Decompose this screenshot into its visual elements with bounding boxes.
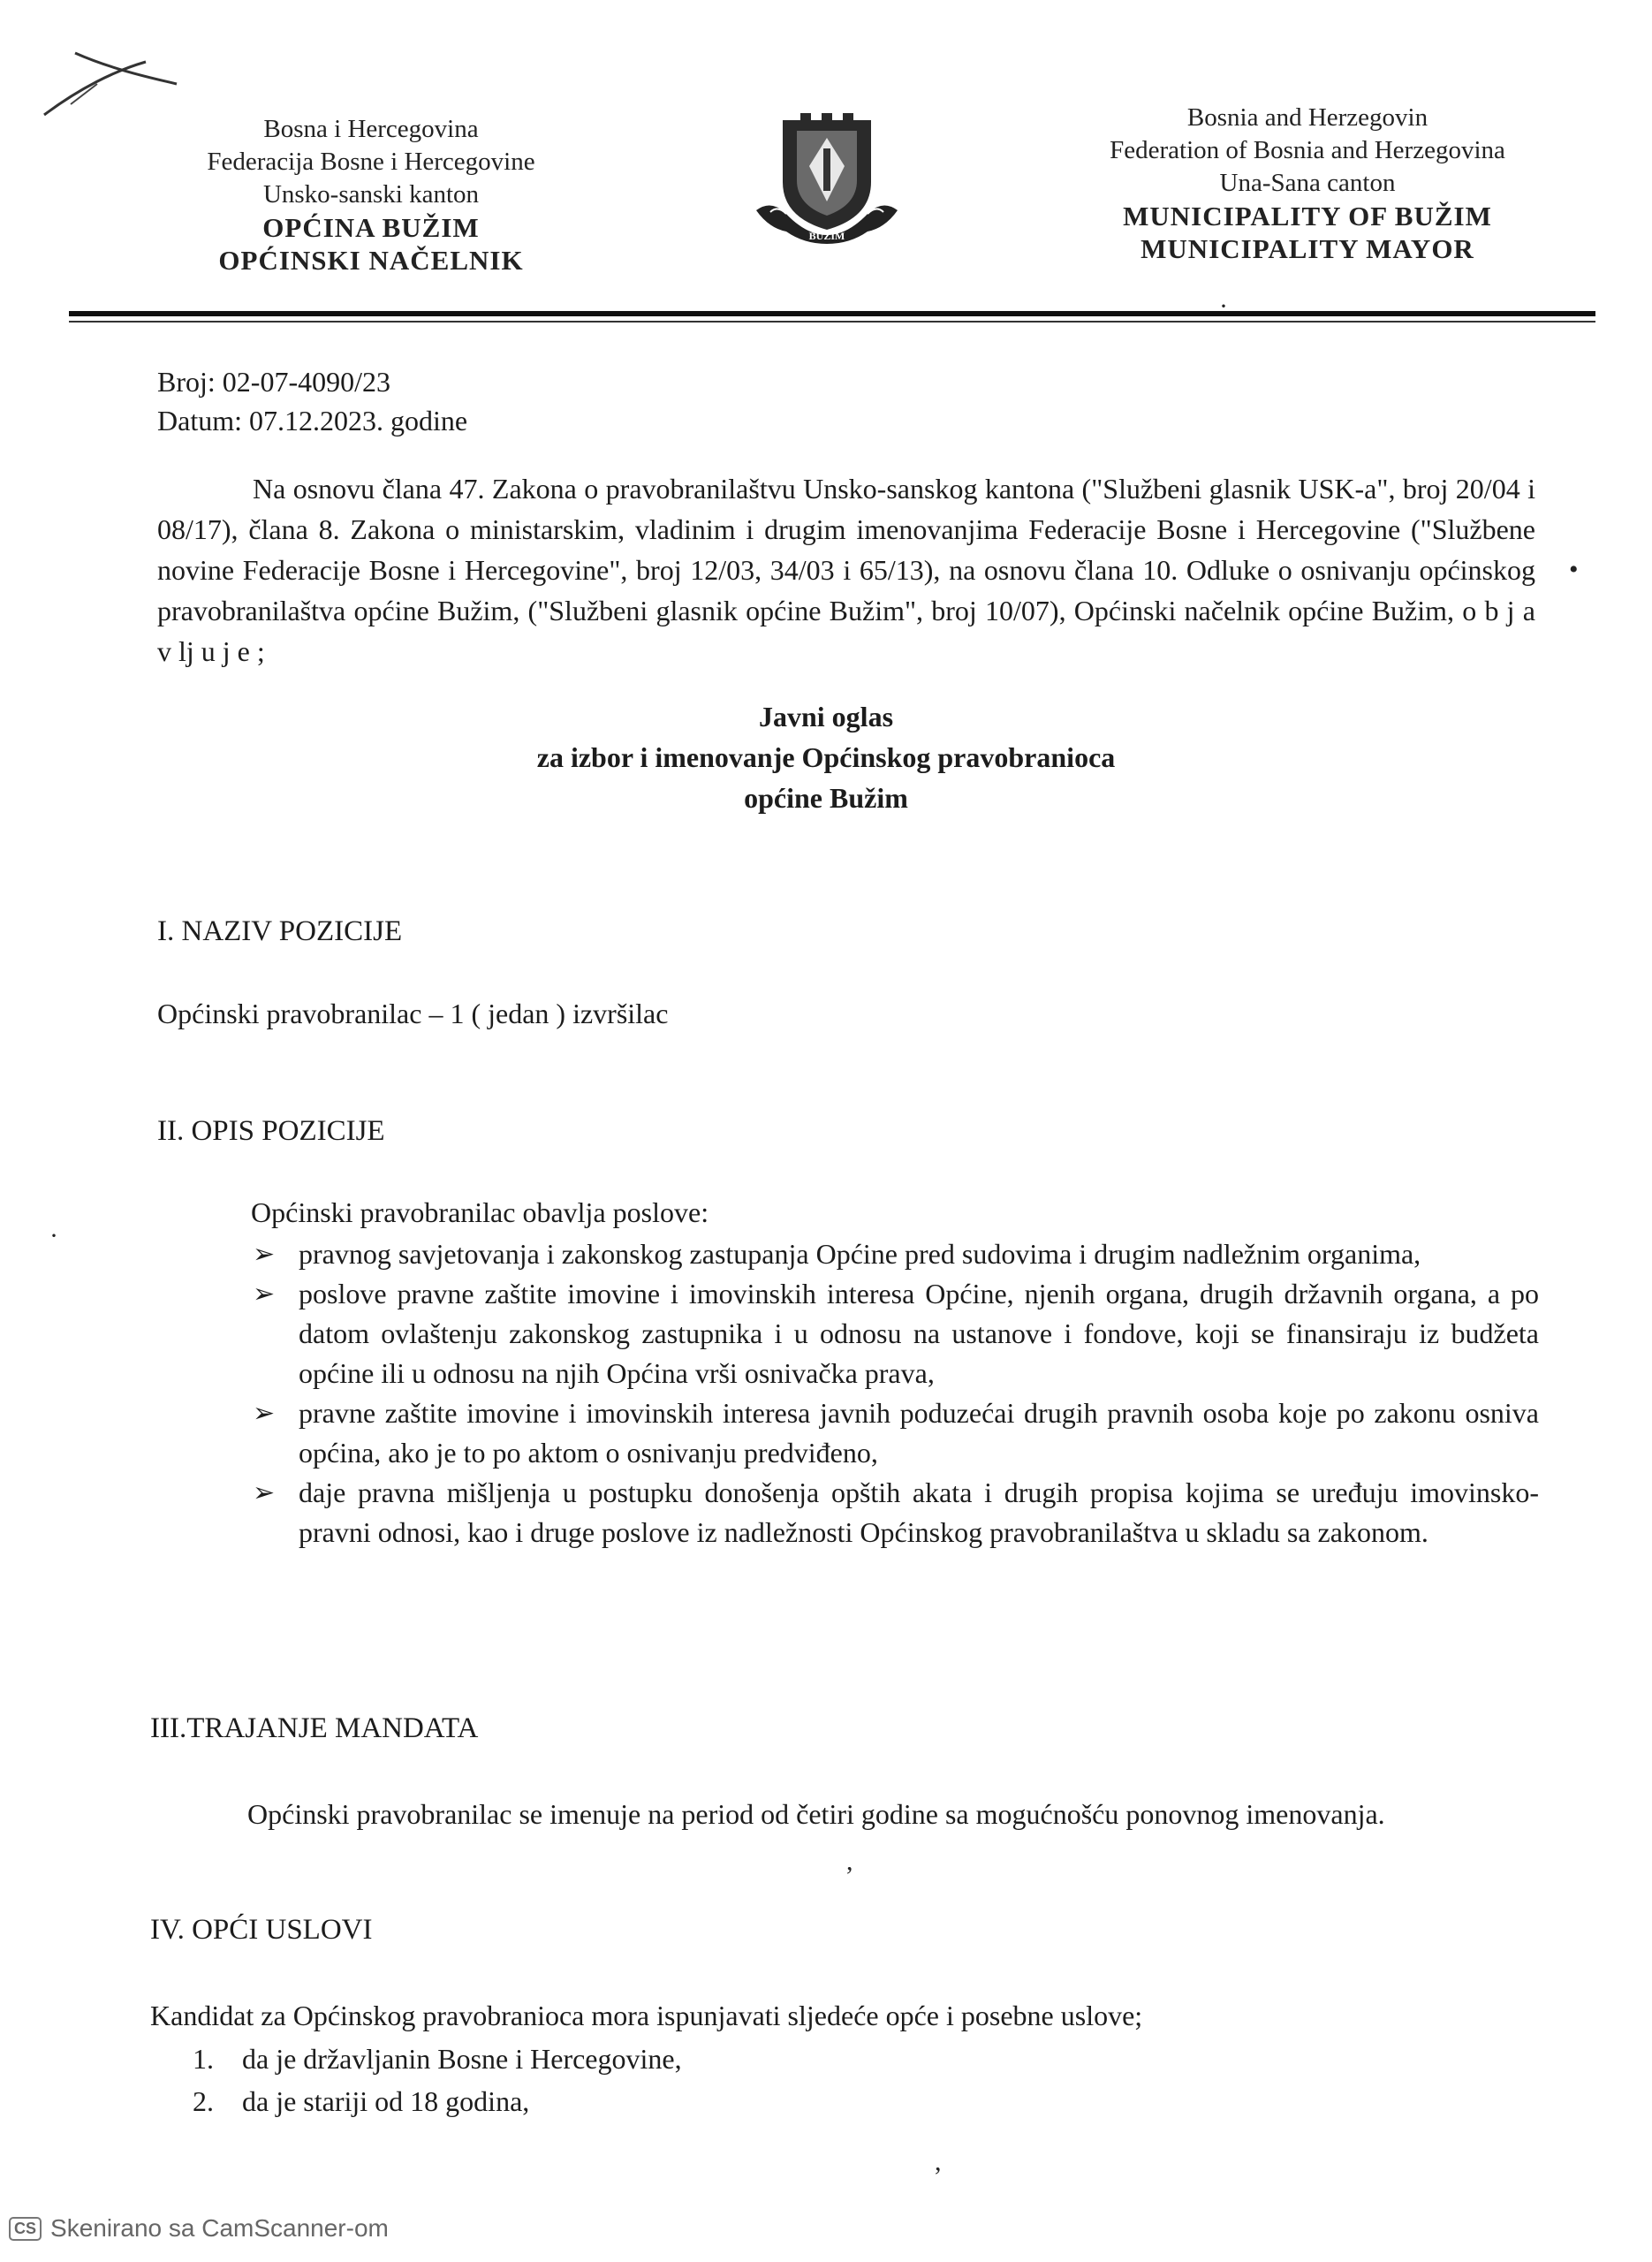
camscanner-logo-icon: CS [9, 2217, 42, 2241]
header-left [172, 113, 570, 277]
section-1-heading: I. NAZIV POZICIJE [157, 915, 403, 947]
coat-of-arms [753, 113, 901, 246]
section-4-conditions [193, 2038, 682, 2122]
handwritten-corner-mark [35, 35, 186, 124]
scan-speck: · [1219, 292, 1228, 321]
arrow-bullet-icon: ➢ [253, 1240, 276, 1269]
title-line-3: općine Bužim [744, 782, 908, 814]
document-date: Datum: 07.12.2023. godine [157, 405, 468, 436]
scan-speck: , [846, 1847, 853, 1876]
header-right-federation: Federation of Bosnia and Herzegovina [1110, 136, 1505, 164]
arrow-bullet-icon: ➢ [253, 1478, 276, 1507]
section-2-heading: II. OPIS POZICIJE [157, 1115, 385, 1147]
scan-speck: · [49, 1221, 58, 1250]
item-number: 2. [193, 2085, 214, 2117]
title-line-2: za izbor i imenovanje Općinskog pravobranioca [536, 741, 1116, 773]
header-divider-thin [69, 321, 1595, 323]
header-left-canton: Unsko-sanski kanton [262, 180, 480, 209]
arrow-bullet-icon: ➢ [253, 1399, 276, 1428]
camscanner-watermark [9, 2214, 389, 2243]
section-2-duties [249, 1192, 1539, 1552]
document-meta [157, 362, 467, 440]
section-3-heading: III.TRAJANJE MANDATA [150, 1712, 479, 1744]
list-item [249, 1473, 1539, 1552]
document-title [0, 696, 1652, 818]
bullet-text: pravnog savjetovanja i zakonskog zastupanja Općine pred sudovima i drugim nadležnim organima, [299, 1238, 1421, 1270]
section-2-intro: Općinski pravobranilac obavlja poslove: [251, 1196, 709, 1228]
list-item [249, 1393, 1539, 1473]
intro-paragraph: Na osnovu člana 47. Zakona o pravobranilaštvu Unsko-sanskog kantona ("Službeni glasnik USK-a", broj 20/04 i 08/17), člana 8. Zakona o ministarskim, vladinim i drugim imenovanjima Federacije Bosne i Hercegovine ("Službene novine Federacije Bosne i Hercegovine", broj 12/03, 34/03 i 65/13), na osnovu člana 10. Odluke o osnivanju općinskog pravobranilaštva općine Bužim, ("Službeni glasnik općine Bužim", broj 10/07), Općinski načelnik općine Bužim, o b j a v lj u j e ; [157, 473, 1535, 667]
camscanner-text: Skenirano sa CamScanner-om [50, 2214, 389, 2242]
header-right-canton: Una-Sana canton [1219, 169, 1396, 197]
coat-of-arms-icon [753, 113, 901, 246]
header-left-country: Bosna i Hercegovina [263, 115, 479, 143]
item-number: 1. [193, 2043, 214, 2075]
list-item [249, 1234, 1539, 1274]
list-item [193, 2038, 682, 2080]
list-item [249, 1274, 1539, 1393]
document-number: Broj: 02-07-4090/23 [157, 366, 390, 398]
header-left-office: OPĆINSKI NAČELNIK [218, 245, 524, 276]
scan-speck: • [1569, 555, 1579, 584]
header-left-federation: Federacija Bosne i Hercegovine [207, 148, 535, 176]
seal-lettering: BUŽIM [808, 230, 845, 242]
header-divider [69, 311, 1595, 316]
section-1-text: Općinski pravobranilac – 1 ( jedan ) izvršilac [157, 998, 669, 1029]
bullet-text: poslove pravne zaštite imovine i imovinskih interesa Općine, njenih organa, drugih državnih organa, a po datom ovlaštenju zakonskog zastupnika i u odnosu na ustanove i fondove, koji se finansiraju iz budžeta općine ili u odnosu na njih Općina vrši osnivačka prava, [299, 1278, 1539, 1389]
header-right-office: MUNICIPALITY MAYOR [1140, 233, 1474, 264]
bullet-text: daje pravna mišljenja u postupku donošenja opštih akata i drugih propisa kojima se uređuju imovinsko-pravni odnosi, kao i druge poslove iz nadležnosti Općinskog pravobranilaštva u skladu sa zakonom. [299, 1476, 1539, 1548]
section-4-intro: Kandidat za Općinskog pravobranioca mora ispunjavati sljedeće opće i posebne uslove; [150, 2000, 1143, 2031]
item-text: da je državljanin Bosne i Hercegovine, [242, 2043, 682, 2075]
item-text: da je stariji od 18 godina, [242, 2085, 530, 2117]
arrow-bullet-icon: ➢ [253, 1279, 276, 1309]
header-left-municipality: OPĆINA BUŽIM [262, 212, 480, 243]
bullet-text: pravne zaštite imovine i imovinskih interesa javnih poduzećai drugih pravnih osoba koje po zakonu osniva općina, ako je to po aktom o osnivanju predviđeno, [299, 1397, 1539, 1469]
title-line-1: Javni oglas [758, 701, 894, 732]
section-4-heading: IV. OPĆI USLOVI [150, 1914, 373, 1946]
header-right-municipality: MUNICIPALITY OF BUŽIM [1123, 201, 1492, 232]
list-item [193, 2080, 682, 2122]
scan-speck: , [935, 2147, 942, 2176]
section-3-text: Općinski pravobranilac se imenuje na period od četiri godine sa mogućnošću ponovnog imenovanja. [247, 1798, 1385, 1830]
header-right-country: Bosnia and Herzegovin [1186, 103, 1428, 132]
header-right [1078, 102, 1537, 265]
